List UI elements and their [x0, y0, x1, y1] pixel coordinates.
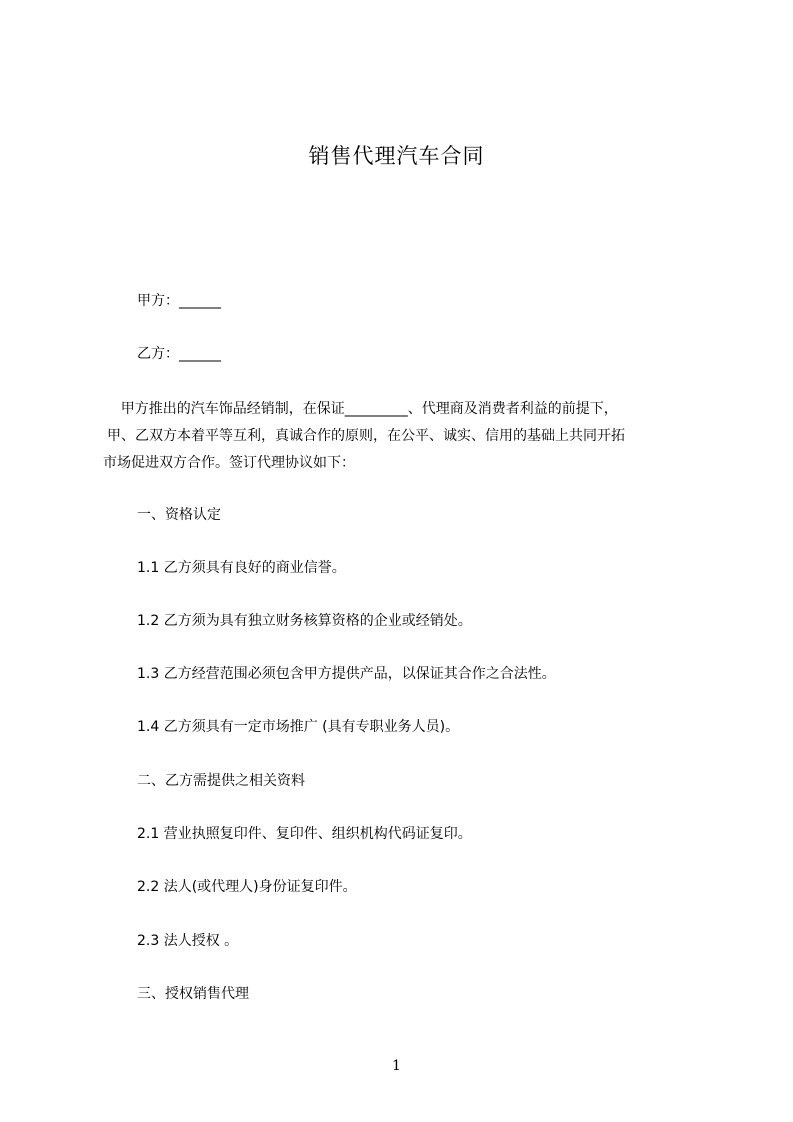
document-title: 销售代理汽车合同 — [308, 144, 485, 168]
section-1-heading: 一、资格认定 — [137, 507, 221, 523]
intro-line-3: 市场促进双方合作。签订代理协议如下： — [103, 455, 355, 471]
section-2-item: 2.3 法人授权 。 — [137, 933, 239, 949]
section-2-item: 2.2 法人(或代理人)身份证复印件。 — [137, 879, 357, 895]
intro-paragraph — [103, 396, 703, 477]
intro-line-1: 甲方推出的汽车饰品经销制，在保证_________、代理商及消费者利益的前提下， — [103, 401, 618, 417]
intro-line-2: 甲、乙双方本着平等互利，真诚合作的原则，在公平、诚实、信用的基础上共同开拓 — [107, 428, 625, 444]
section-1-item: 1.4 乙方须具有一定市场推广 (具有专职业务人员)。 — [137, 719, 460, 735]
section-1-item: 1.3 乙方经营范围必须包含甲方提供产品，以保证其合作之合法性。 — [137, 666, 556, 682]
section-3-heading: 三、授权销售代理 — [137, 986, 249, 1002]
section-1-item: 1.1 乙方须具有良好的商业信誉。 — [137, 560, 346, 576]
party-b-line: 乙方：______ — [137, 346, 221, 362]
page-number: 1 — [392, 1058, 401, 1074]
section-2-heading: 二、乙方需提供之相关资料 — [137, 773, 305, 789]
party-a-line: 甲方：______ — [137, 293, 221, 309]
section-2-item: 2.1 营业执照复印件、复印件、组织机构代码证复印。 — [137, 826, 472, 842]
section-1-item: 1.2 乙方须为具有独立财务核算资格的企业或经销处。 — [137, 613, 472, 629]
